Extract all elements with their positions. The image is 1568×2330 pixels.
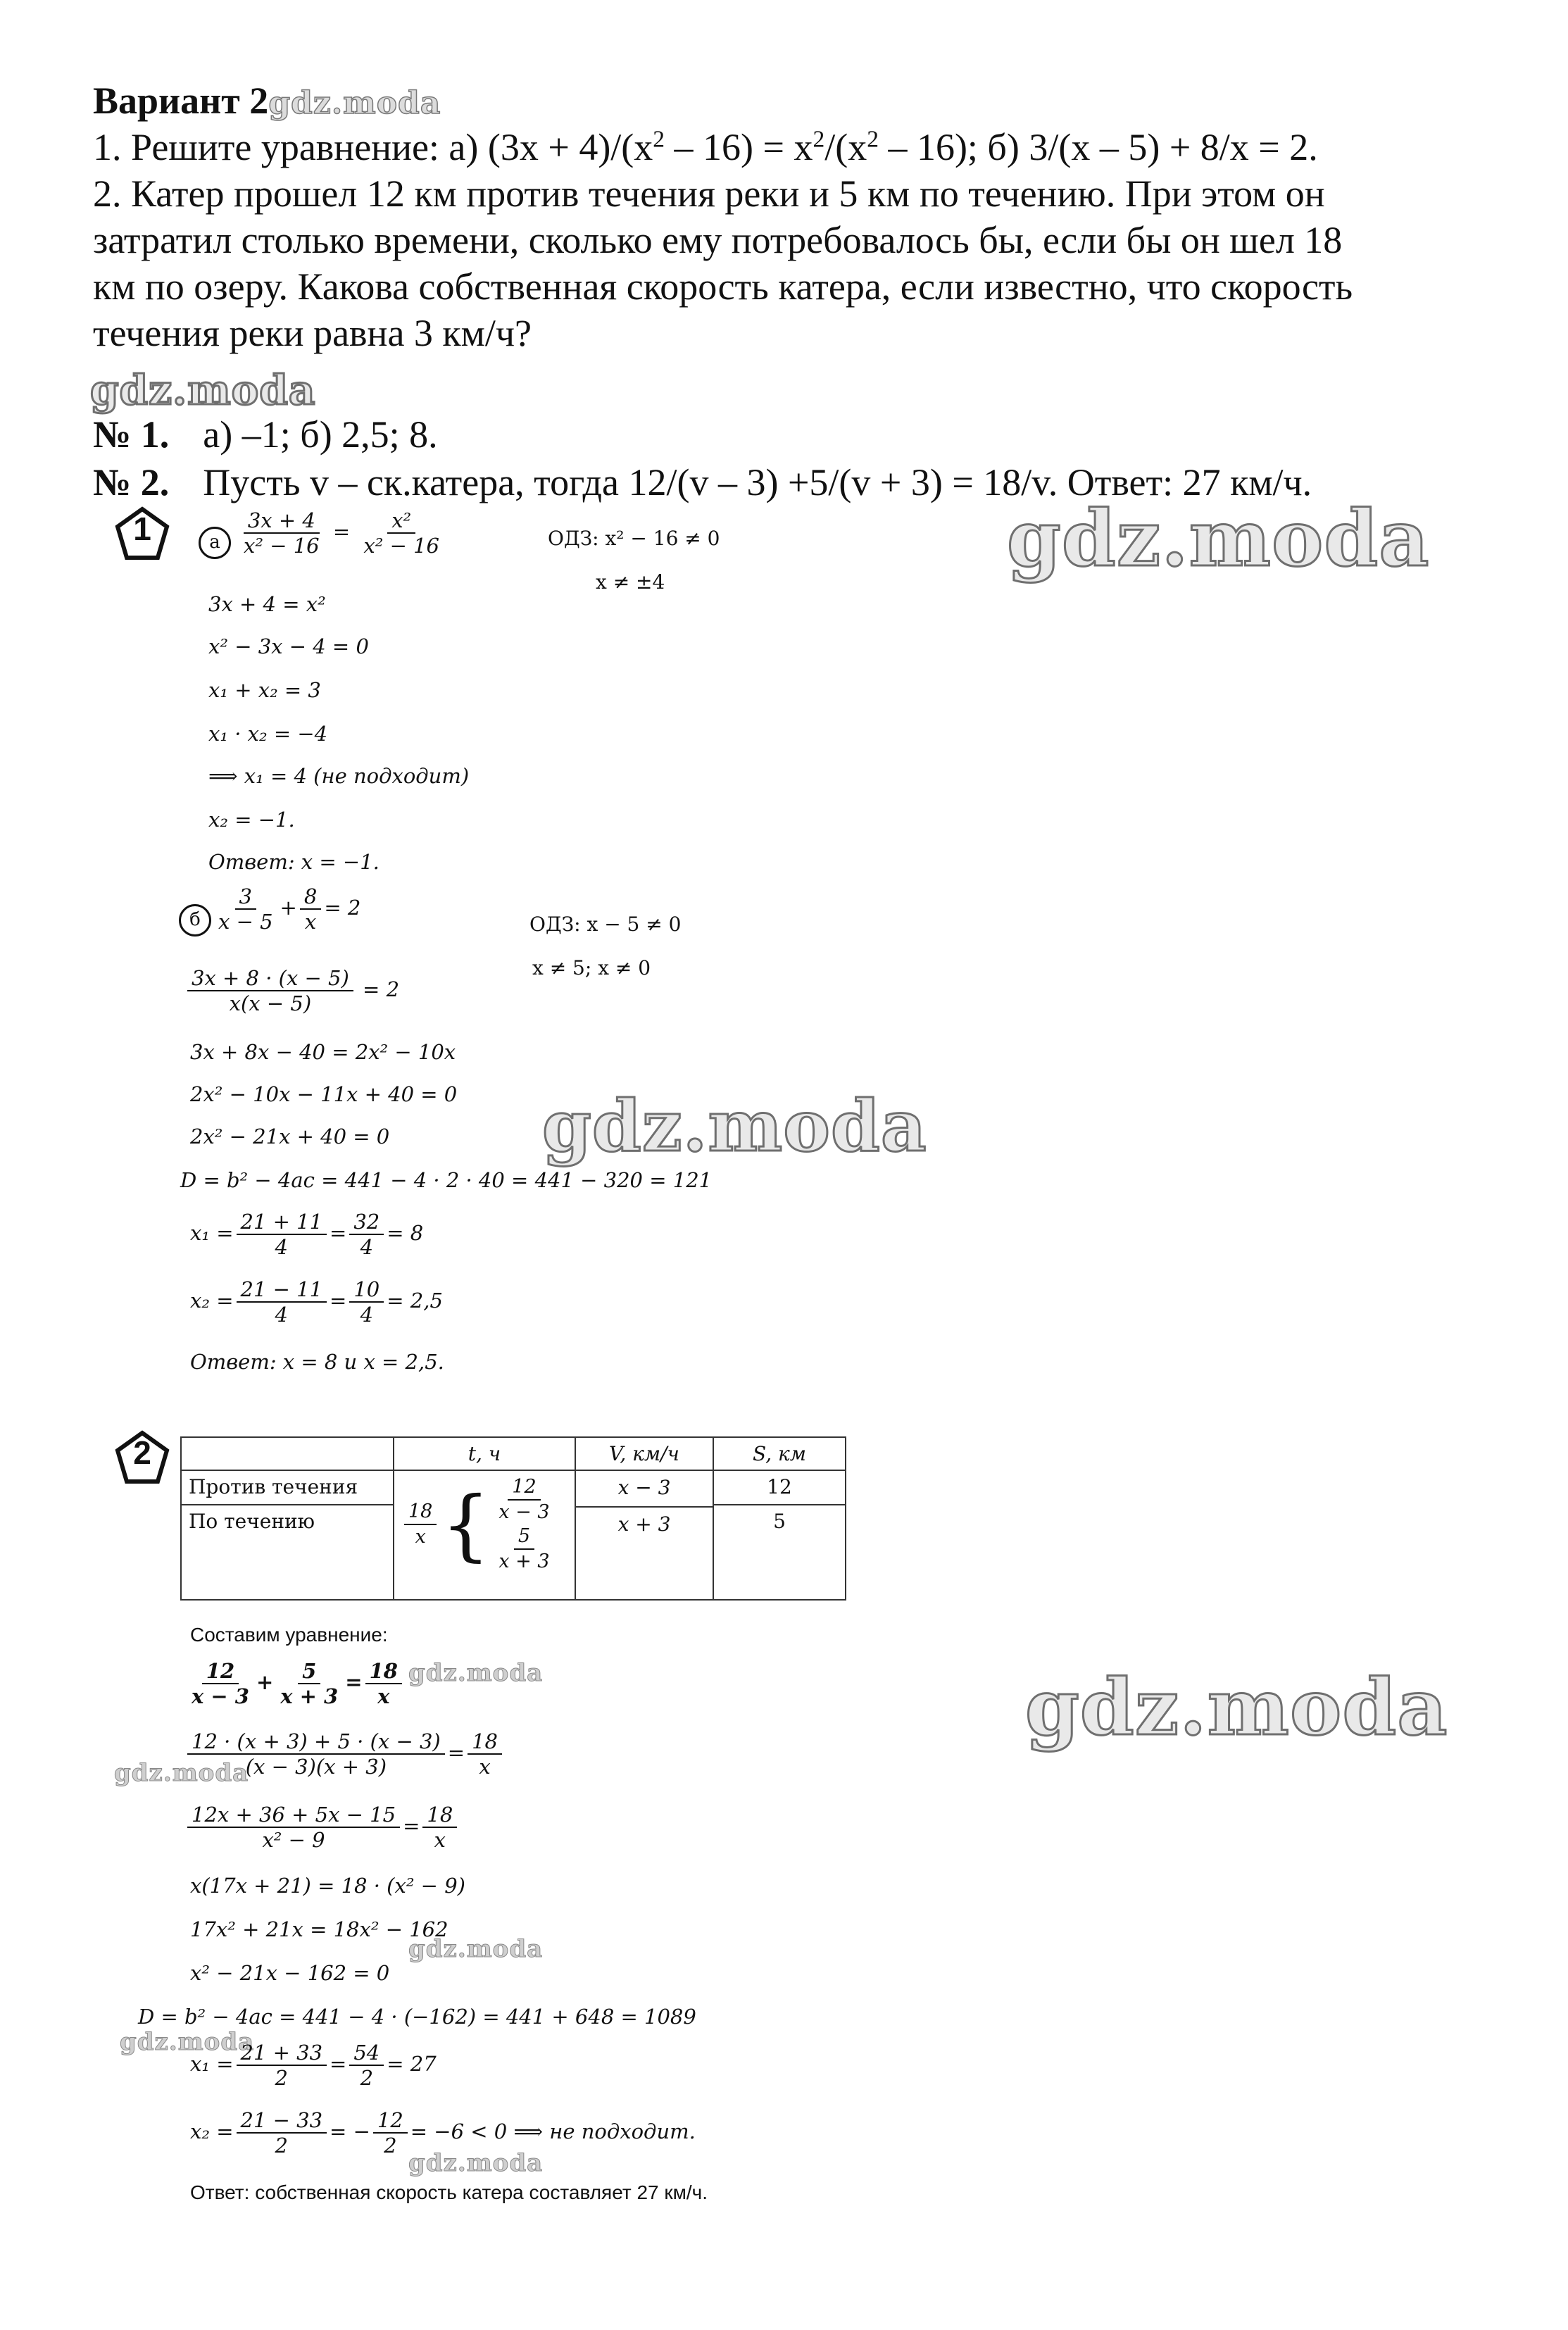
table-header-cell: S, км xyxy=(713,1437,846,1470)
problem-2-line-2: затратил столько времени, сколько ему потребовалось бы, если бы он шел 18 xyxy=(93,219,1343,261)
sol1-a-odz-result: x ≠ ±4 xyxy=(596,570,665,594)
table-time-cell: $\frac{18}{x}$ { $\frac{12}{x - 3}$ $\frac{5}{x + 3}$ xyxy=(394,1470,575,1600)
sol2-x2: x₂ = $\frac{21 - 33}{2}$ = − $\frac{12}{2}$ = −6 < 0 ⟹ не подходит. xyxy=(190,2108,696,2157)
badge-1-number: 1 xyxy=(133,511,151,547)
sol1-b-x1: x₁ = $\frac{21 + 11}{4}$ = $\frac{32}{4}$ = 8 xyxy=(190,1210,424,1259)
table-header-cell: V, км/ч xyxy=(575,1437,713,1470)
watermark: gdz.moda xyxy=(1025,1662,1448,1753)
sol1-b-equation: $\frac{3}{x - 5}$ + $\frac{8}{x}$ = 2 xyxy=(218,884,361,934)
badge-2-number: 2 xyxy=(133,1434,151,1471)
sol2-line: x(17x + 21) = 18 · (x² − 9) xyxy=(190,1874,465,1898)
compose-equation-label: Составим уравнение: xyxy=(190,1624,388,1646)
part-a-circle: а xyxy=(199,527,231,559)
sol2-line: x² − 21x − 162 = 0 xyxy=(190,1961,390,1985)
problem-1: 1. Решите уравнение: а) $(3x + 4)/(x^2 - 16) = x^2/(x^2 - 16)$; б) 3/(x – 5) + 8/x = 2. xyxy=(93,126,1318,168)
table-header-cell: t, ч xyxy=(394,1437,575,1470)
answer-1: № 1. а) –1; б) 2,5; 8. xyxy=(93,413,438,456)
sol2-equation-2: $\frac{12 \cdot (x + 3) + 5 \cdot (x - 3)}{(x - 3)(x + 3)}$ = $\frac{18}{x}$ xyxy=(184,1729,505,1779)
variant-title: Вариант 2gdz.moda xyxy=(93,80,441,122)
sol1-b-line: 3x + 8x − 40 = 2x² − 10x xyxy=(190,1040,456,1064)
table-distance-cell: 12 5 xyxy=(713,1470,846,1600)
sol1-a-odz: ОДЗ: x² − 16 ≠ 0 xyxy=(548,527,720,550)
watermark: gdz.moda xyxy=(408,1935,544,1963)
sol1-b-odz: ОДЗ: x − 5 ≠ 0 xyxy=(529,913,682,936)
sol1-a-equation: $\frac{3x + 4}{\text{x² − 16}}$ = $\frac{\text{x²}}{\text{x² − 16}}$ xyxy=(244,508,439,558)
sol2-equation-3: $\frac{12x + 36 + 5x - 15}{\text{x² − 9}}$ = $\frac{18}{x}$ xyxy=(184,1803,460,1852)
watermark: gdz.moda xyxy=(114,1759,249,1787)
sol1-a-line: x₁ + x₂ = 3 xyxy=(208,678,321,702)
problem-2-line-4: течения реки равна 3 км/ч? xyxy=(93,312,532,354)
sol1-a-line: x₂ = −1. xyxy=(208,808,295,832)
sol1-a-line: 3x + 4 = x² xyxy=(208,592,326,616)
watermark: gdz.moda xyxy=(408,2149,544,2177)
watermark: gdz.moda xyxy=(268,85,441,121)
sol1-a-line: ⟹ x₁ = 4 (не подходит) xyxy=(208,764,470,788)
sol1-a-line: x₁ · x₂ = −4 xyxy=(208,722,328,746)
sol2-x1: x₁ = $\frac{21 + 33}{2}$ = $\frac{54}{2}$ = 27 xyxy=(190,2041,437,2090)
problem-2-line-3: км по озеру. Какова собственная скорость катера, если известно, что скорость xyxy=(93,265,1353,308)
table-row-labels: Против течения По течению xyxy=(181,1470,394,1600)
sol1-a-line: x² − 3x − 4 = 0 xyxy=(208,634,369,658)
table-speed-cell: x − 3 x + 3 xyxy=(575,1470,713,1600)
sol1-b-line: 2x² − 10x − 11x + 40 = 0 xyxy=(190,1082,458,1106)
sol2-equation-1: $\frac{12}{x - 3}$ + $\frac{5}{x + 3}$ = $\frac{18}{x}$ xyxy=(184,1659,405,1708)
table-row xyxy=(181,1470,846,1600)
watermark: gdz.moda xyxy=(408,1659,544,1687)
problem-2-line-1: 2. Катер прошел 12 км против течения реки и 5 км по течению. При этом он xyxy=(93,173,1325,215)
sol2-line: 17x² + 21x = 18x² − 162 xyxy=(190,1917,449,1941)
table-header-cell xyxy=(181,1437,394,1470)
watermark: gdz.moda xyxy=(90,366,316,414)
part-b-circle: б xyxy=(179,904,211,937)
sol1-b-x2: x₂ = $\frac{21 - 11}{4}$ = $\frac{10}{4}$ = 2,5 xyxy=(190,1277,443,1327)
answer-2: № 2. Пусть v – ск.катера, тогда 12/(v – 3) +5/(v + 3) = 18/v. Ответ: 27 км/ч. xyxy=(93,461,1312,503)
sol1-b-line: 2x² − 21x + 40 = 0 xyxy=(190,1125,390,1148)
motion-table xyxy=(180,1436,846,1601)
watermark: gdz.moda xyxy=(542,1084,927,1167)
sol1-a-answer: Ответ: x = −1. xyxy=(208,850,380,874)
watermark: gdz.moda xyxy=(1007,493,1430,584)
sol1-b-fraction: $\frac{3x + 8 \cdot (x - 5)}{x(x - 5)}$ = 2 xyxy=(184,966,399,1015)
sol2-discriminant: D = b² − 4ac = 441 − 4 · (−162) = 441 + 648 = 1089 xyxy=(138,2005,696,2029)
sol2-answer: Ответ: собственная скорость катера составляет 27 км/ч. xyxy=(190,2181,708,2203)
sol1-b-answer: Ответ: x = 8 и x = 2,5. xyxy=(190,1350,444,1374)
table-header-row xyxy=(181,1437,846,1470)
watermark: gdz.moda xyxy=(120,2028,255,2056)
sol1-b-discriminant: D = b² − 4ac = 441 − 4 · 2 · 40 = 441 − 320 = 121 xyxy=(180,1168,713,1192)
sol1-b-odz-result: x ≠ 5; x ≠ 0 xyxy=(532,956,651,979)
